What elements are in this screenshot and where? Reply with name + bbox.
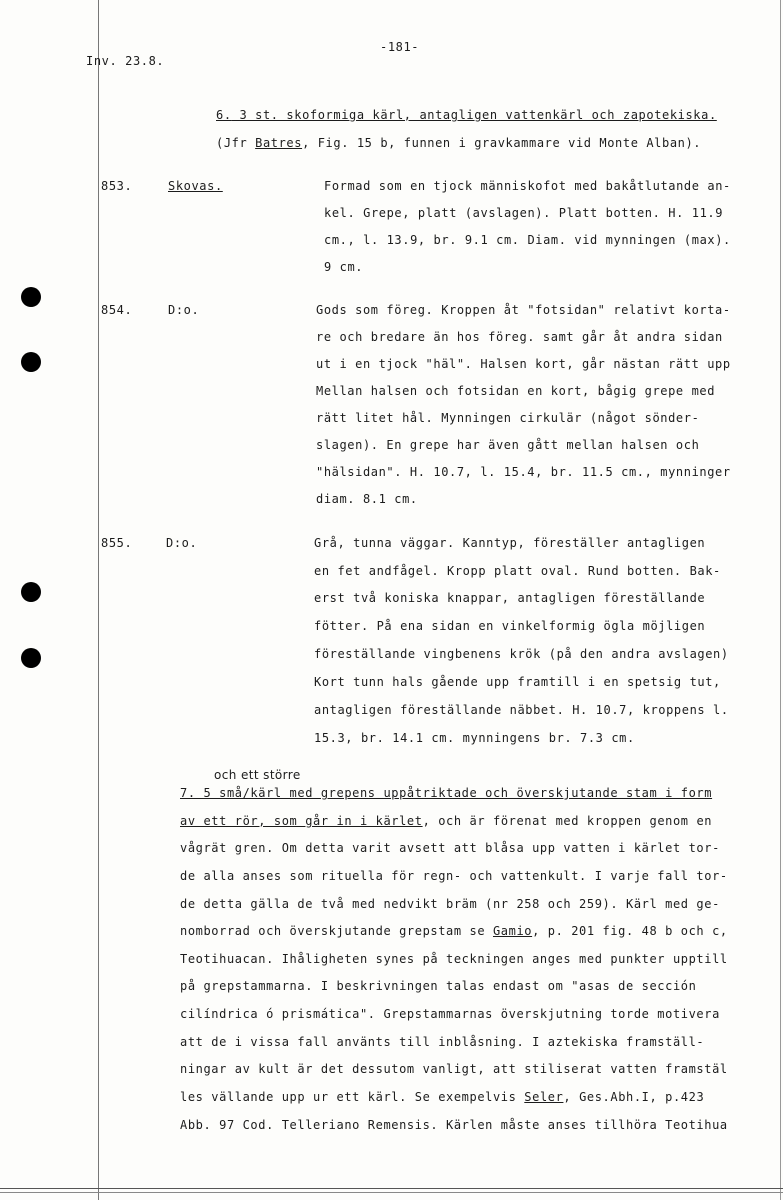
section6-reference <box>216 136 701 150</box>
ref-author-gamio: Gamio <box>492 924 533 938</box>
section6-heading <box>216 108 717 122</box>
section7-line: på grepstammarna. I beskrivningen talas endast om "asas de sección <box>180 979 697 993</box>
section7-line: vågrät gren. Om detta varit avsett att blåsa upp vatten i kärlet tor- <box>180 841 720 855</box>
section7-line-part: , Ges.Abh.I, p.423 <box>563 1090 705 1104</box>
entry-854-line: Mellan halsen och fotsidan en kort, bågig grepe med <box>316 384 716 398</box>
bottom-scan-line <box>0 1192 783 1193</box>
section7-underlined-phrase: av ett rör, som går in i kärlet <box>180 814 423 828</box>
section7-line <box>180 924 728 938</box>
ref-suffix: , Fig. 15 b, funnen i gravkammare vid Monte Alban). <box>302 136 702 150</box>
punch-hole <box>21 352 41 372</box>
ref-author-batres: Batres <box>255 136 303 150</box>
entry-853-number: 853. <box>101 179 133 193</box>
section7-line: ningar av kult är det dessutom vanligt, att stiliserat vatten framstäl <box>180 1062 728 1076</box>
entry-854-line: Gods som föreg. Kroppen åt "fotsidan" relativt korta- <box>316 303 731 317</box>
section7-line-part: les vällande upp ur ett kärl. Se exempelvis <box>180 1090 525 1104</box>
page-number: -181- <box>380 40 420 54</box>
entry-855-line: en fet andfågel. Kropp platt oval. Rund botten. Bak- <box>314 564 721 578</box>
section7-handwritten-insertion: och ett större <box>214 768 301 782</box>
section7-line: Abb. 97 Cod. Telleriano Remensis. Kärlen måste anses tillhöra Teotihua <box>180 1118 728 1132</box>
inventory-label: Inv. 23.8. <box>86 54 165 68</box>
entry-854-line: rätt litet hål. Mynningen cirkulär (något sönder- <box>316 411 700 425</box>
page-edge-line <box>98 0 99 1200</box>
entry-853-line: 9 cm. <box>324 260 364 274</box>
bottom-scan-line <box>0 1188 783 1189</box>
punch-hole <box>21 582 41 602</box>
section7-line: de detta gälla de två med nedvikt bräm (nr 258 och 259). Kärl med ge- <box>180 897 720 911</box>
ref-prefix: (Jfr <box>216 136 256 150</box>
entry-855-line: föreställande vingbenens krök (på den andra avslagen) <box>314 647 729 661</box>
entry-854-line: "hälsidan". H. 10.7, l. 15.4, br. 11.5 cm., mynninger <box>316 465 731 479</box>
entry-855-line: erst två koniska knappar, antagligen föreställande <box>314 591 706 605</box>
section6-title: 3 st. skoformiga kärl, antagligen vattenkärl och zapotekiska. <box>239 108 717 122</box>
entry-854-line: ut i en tjock "häl". Halsen kort, går nästan rätt upp <box>316 357 731 371</box>
entry-854-number: 854. <box>101 303 133 317</box>
section7-line: Teotihuacan. Ihåligheten synes på teckningen anges med punkter upptill <box>180 952 728 966</box>
entry-854-line: slagen). En grepe har även gått mellan halsen och <box>316 438 700 452</box>
punch-hole <box>21 287 41 307</box>
entry-853-line: kel. Grepe, platt (avslagen). Platt botten. H. 11.9 <box>324 206 724 220</box>
section7-line: att de i vissa fall använts till inblåsning. I aztekiska framställ- <box>180 1035 705 1049</box>
entry-854-label: D:o. <box>168 303 200 317</box>
entry-855-label: D:o. <box>166 536 198 550</box>
section7-heading: 7. 5 små/kärl med grepens uppåtriktade och överskjutande stam i form <box>180 786 713 800</box>
entry-853-line: Formad som en tjock människofot med bakåtlutande an- <box>324 179 731 193</box>
punch-hole <box>21 648 41 668</box>
entry-853-line: cm., l. 13.9, br. 9.1 cm. Diam. vid mynningen (max). <box>324 233 731 247</box>
entry-855-line: 15.3, br. 14.1 cm. mynningens br. 7.3 cm. <box>314 731 635 745</box>
section7-line-part: nomborrad och överskjutande grepstam se <box>180 924 493 938</box>
section7-line: cilíndrica ó prismática". Grepstammarnas överskjutning torde motivera <box>180 1007 720 1021</box>
section6-number: 6. <box>216 108 232 122</box>
entry-854-line: re och bredare än hos föreg. samt går åt andra sidan <box>316 330 723 344</box>
ref-author-seler: Seler <box>524 1090 564 1104</box>
section7-line: de alla anses som rituella för regn- och vattenkult. I varje fall tor- <box>180 869 728 883</box>
entry-854-line: diam. 8.1 cm. <box>316 492 418 506</box>
entry-855-number: 855. <box>101 536 133 550</box>
entry-855-line: fötter. På ena sidan en vinkelformig ögla möjligen <box>314 619 706 633</box>
entry-855-line: Grå, tunna väggar. Kanntyp, föreställer antagligen <box>314 536 706 550</box>
right-edge-line <box>780 0 781 1200</box>
entry-853-label: Skovas. <box>168 179 223 193</box>
entry-855-line: Kort tunn hals gående upp framtill i en spetsig tut, <box>314 675 721 689</box>
section7-line-rest: , och är förenat med kroppen genom en <box>422 814 713 828</box>
entry-855-line: antagligen föreställande näbbet. H. 10.7, kroppens l. <box>314 703 729 717</box>
section7-line <box>180 1090 704 1104</box>
section7-line-part: , p. 201 fig. 48 b och c, <box>532 924 728 938</box>
section7-line <box>180 814 712 828</box>
